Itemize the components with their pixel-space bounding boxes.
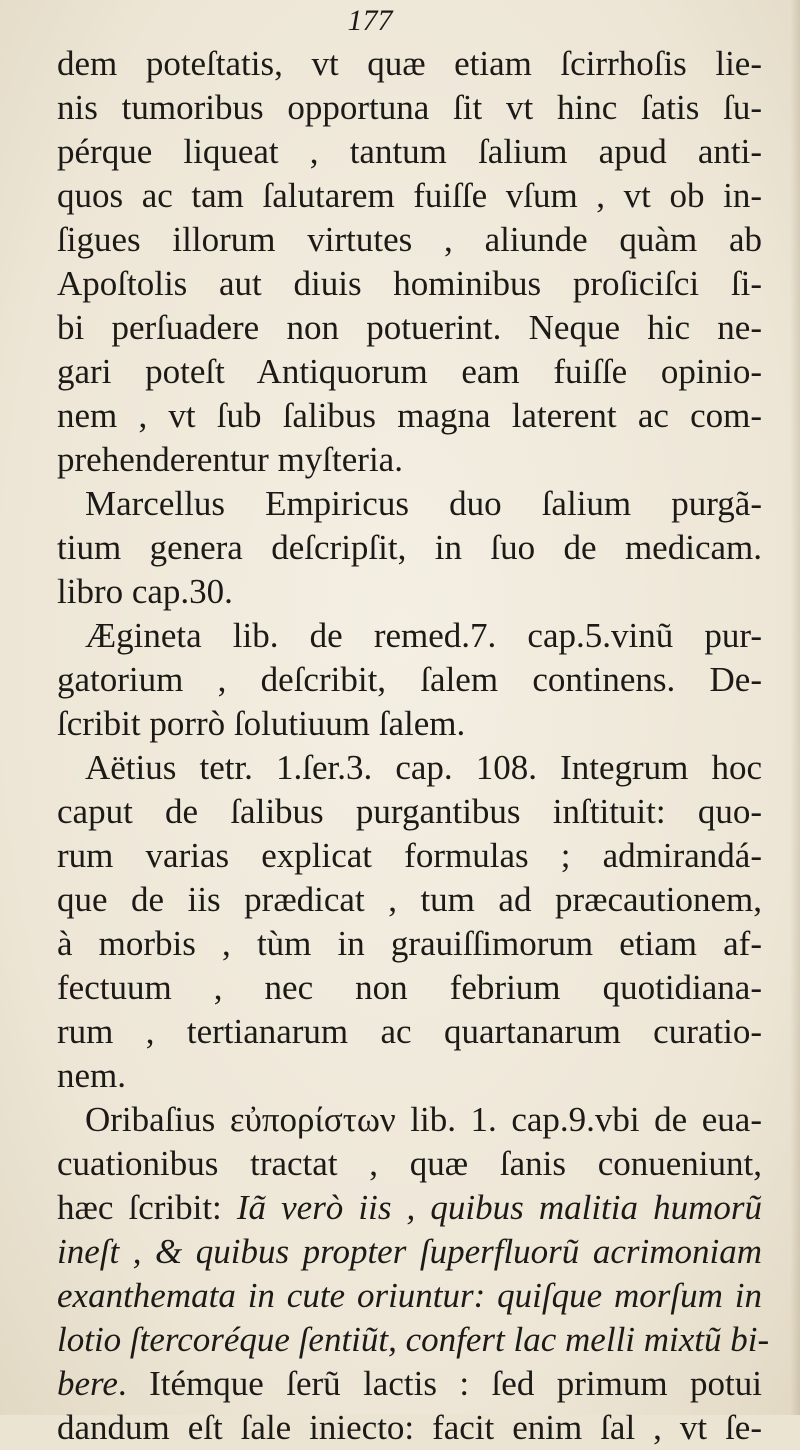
text-line: fectuum , nec non febrium quotidiana-: [57, 968, 762, 1007]
page-edge-shadow: [790, 0, 800, 1415]
text-line: tium genera deſcripſit, in ſuo de medicam.: [57, 528, 762, 567]
text-line: ſcribit porrò ſolutiuum ſalem.: [57, 704, 466, 743]
text-line: dandum eſt ſale iniecto: facit enim ſal , vt ſe-: [57, 1408, 762, 1447]
roman-segment: . Itémque ſerũ lactis : ſed primum potui: [117, 1364, 762, 1403]
text-line: caput de ſalibus purgantibus inſtituit: quo-: [57, 792, 762, 831]
text-line: dem poteſtatis, vt quæ etiam ſcirrhoſis lie-: [57, 44, 762, 83]
text-line: bi perſuadere non potuerint. Neque hic ne-: [57, 308, 762, 347]
italic-quotation-line: ineſt , & quibus propter ſuperfluorũ acrimoniam: [57, 1232, 762, 1271]
mixed-italic-line: [57, 1186, 762, 1230]
text-line: rum varias explicat formulas ; admirandá-: [57, 836, 762, 875]
paragraph-start-line: Oribaſius εὐπορίστων lib. 1. cap.9.vbi de eua-: [85, 1100, 762, 1139]
paragraph-start-line: Aëtius tetr. 1.ſer.3. cap. 108. Integrum hoc: [85, 748, 762, 787]
text-line: à morbis , tùm in grauiſſimorum etiam af-: [57, 924, 762, 963]
text-line: nem.: [57, 1056, 127, 1095]
text-line: prehenderentur myſteria.: [57, 440, 403, 479]
text-line: cuationibus tractat , quæ ſanis conueniunt,: [57, 1144, 762, 1183]
text-line: libro cap.30.: [57, 572, 233, 611]
text-line: quos ac tam ſalutarem fuiſſe vſum , vt ob in-: [57, 176, 762, 215]
italic-quotation-line: lotio ſtercoréque ſentiũt, confert lac melli mixtũ bi-: [57, 1320, 770, 1359]
text-line: nem , vt ſub ſalibus magna laterent ac com-: [57, 396, 762, 435]
text-line: pérque liqueat , tantum ſalium apud anti-: [57, 132, 762, 171]
paragraph-start-line: Marcellus Empiricus duo ſalium purgã-: [85, 484, 762, 523]
roman-segment: hæc ſcribit:: [57, 1188, 237, 1227]
text-line: Apoſtolis aut diuis hominibus proſiciſci ſi-: [57, 264, 762, 303]
text-line: gatorium , deſcribit, ſalem continens. De-: [57, 660, 762, 699]
page-number: 177: [347, 4, 393, 37]
mixed-italic-line: [57, 1362, 762, 1406]
text-line: que de iis prædicat , tum ad præcautionem,: [57, 880, 762, 919]
text-line: rum , tertianarum ac quartanarum curatio-: [57, 1012, 762, 1051]
text-line: ſigues illorum virtutes , aliunde quàm ab: [57, 220, 762, 259]
italic-quotation-segment: bere: [57, 1364, 118, 1403]
paragraph-start-line: Ægineta lib. de remed.7. cap.5.vinũ pur-: [85, 616, 762, 655]
text-line: gari poteſt Antiquorum eam fuiſſe opinio-: [57, 352, 762, 391]
italic-quotation-line: exanthemata in cute oriuntur: quiſque morſum in: [57, 1276, 762, 1315]
italic-quotation-segment: Iã verò iis , quibus malitia humorũ: [236, 1188, 762, 1227]
text-line: nis tumoribus opportuna ſit vt hinc ſatis ſu-: [57, 88, 762, 127]
main-text: [57, 42, 770, 1450]
